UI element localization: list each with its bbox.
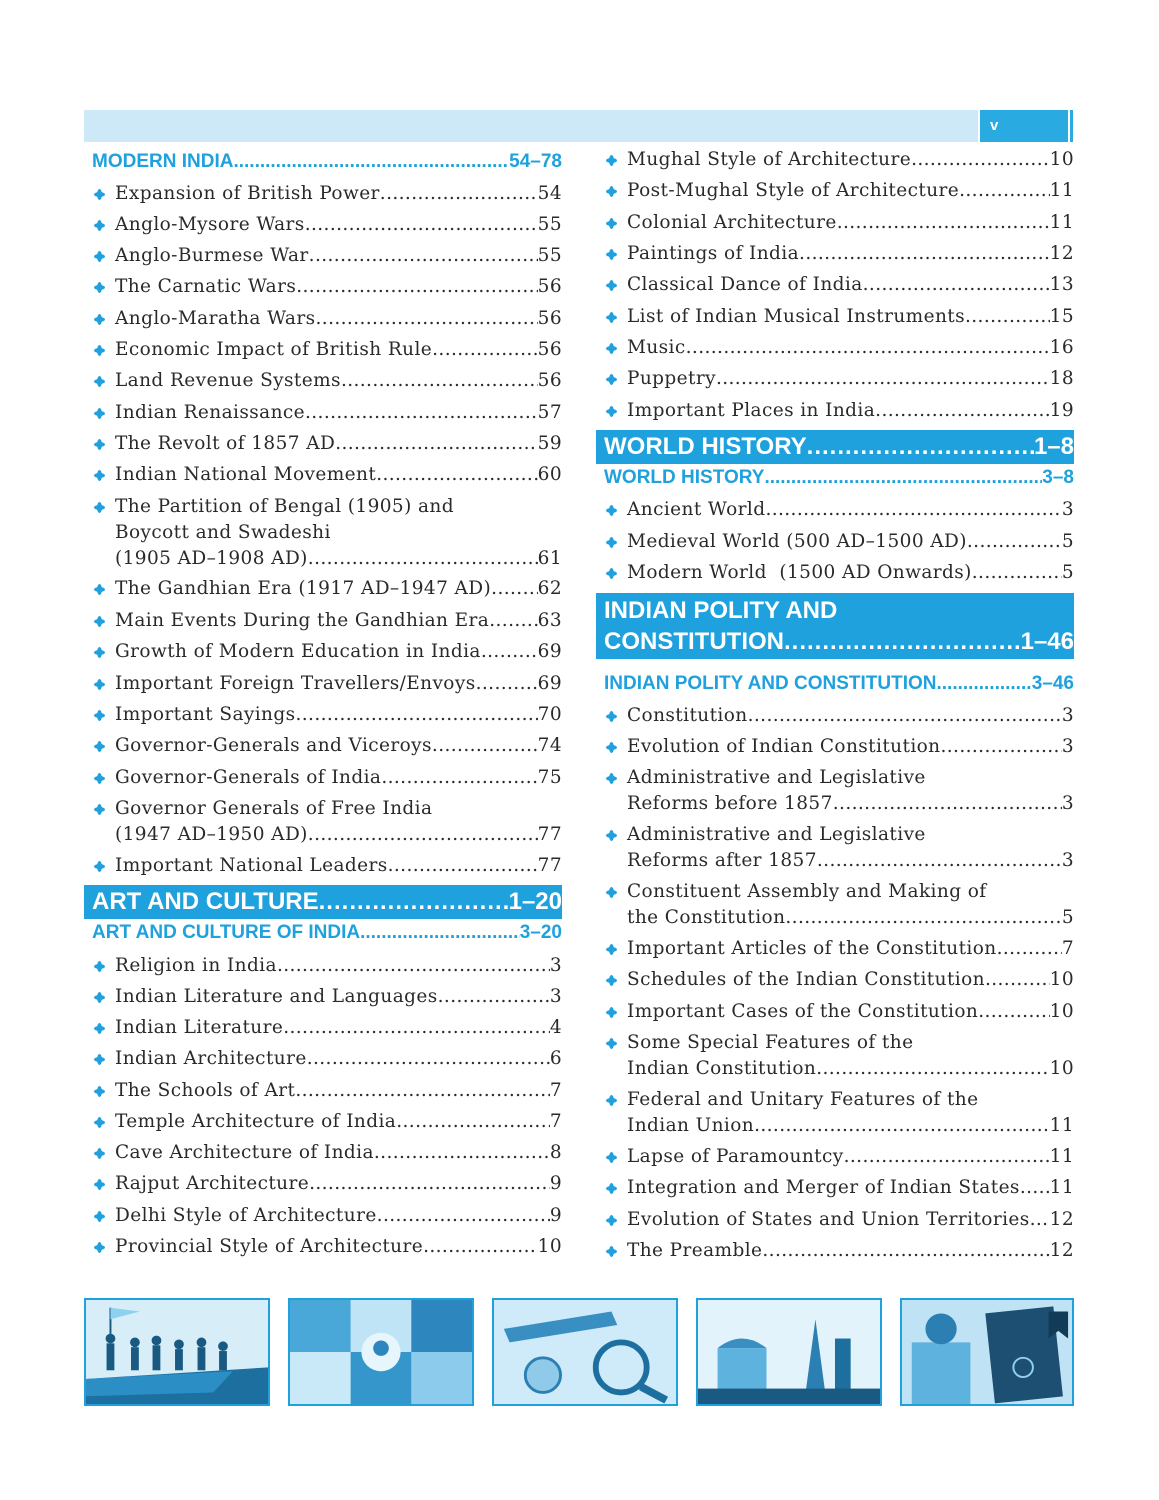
section-heading-indian-polity-and-constitution[interactable]: INDIAN POLITY AND CONSTITUTION ..... 3–46 [604,673,1074,695]
toc-item[interactable]: The Revolt of 1857 AD ..... 59 [92,431,562,457]
toc-item[interactable]: Indian National Movement ..... 60 [92,462,562,488]
toc-item[interactable]: Rajput Architecture ..... 9 [92,1171,562,1197]
culture-collage-image [288,1298,474,1406]
toc-item[interactable]: The Carnatic Wars ..... 56 [92,274,562,300]
diamond-bullet-icon [94,584,105,595]
toc-item[interactable]: Constituent Assembly and Making of the Constitution ..... 5 [604,879,1074,931]
diamond-bullet-icon [94,1242,105,1253]
diamond-bullet-icon [94,439,105,450]
part-heading-world-history[interactable]: WORLD HISTORY ..... 1–8 [596,430,1074,464]
toc-item[interactable]: Administrative and Legislative Reforms after 1857 ..... 3 [604,822,1074,874]
toc-item[interactable]: Important Cases of the Constitution ..... 10 [604,999,1074,1025]
diamond-bullet-icon [94,1023,105,1034]
section-title: MODERN INDIA [92,151,234,172]
toc-item[interactable]: Medieval World (500 AD–1500 AD) ..... 5 [604,529,1074,555]
section-heading-modern-india[interactable] [92,151,562,173]
part-heading-art-and-culture[interactable]: ART AND CULTURE ..... 1–20 [84,885,562,919]
diamond-bullet-icon [94,408,105,419]
diamond-bullet-icon [606,742,617,753]
world-history-image [492,1298,678,1406]
section-pages: 54–78 [509,151,562,172]
diamond-bullet-icon [94,710,105,721]
toc-item[interactable]: Governor Generals of Free India (1947 AD–1950 AD) ..... 77 [92,796,562,848]
header-rule [1070,110,1073,142]
diamond-bullet-icon [606,944,617,955]
toc-item[interactable]: Temple Architecture of India ..... 7 [92,1109,562,1135]
toc-item[interactable]: Cave Architecture of India ..... 8 [92,1140,562,1166]
toc-item[interactable]: Provincial Style of Architecture ..... 10 [92,1234,562,1260]
toc-item[interactable]: Delhi Style of Architecture ..... 9 [92,1203,562,1229]
toc-item[interactable]: Administrative and Legislative Reforms before 1857 ..... 3 [604,765,1074,817]
diamond-bullet-icon [94,804,105,815]
toc-item[interactable]: Evolution of States and Union Territories ..... 12 [604,1207,1074,1233]
diamond-bullet-icon [606,186,617,197]
toc-item[interactable]: Schedules of the Indian Constitution ..... 10 [604,967,1074,993]
diamond-bullet-icon [94,314,105,325]
toc-item[interactable]: Federal and Unitary Features of the Indian Union ..... 11 [604,1087,1074,1139]
toc-item[interactable]: Ancient World ..... 3 [604,497,1074,523]
toc-item[interactable]: Indian Architecture ..... 6 [92,1046,562,1072]
toc-item[interactable]: Indian Renaissance ..... 57 [92,400,562,426]
diamond-bullet-icon [606,537,617,548]
diamond-bullet-icon [606,1152,617,1163]
header-band [84,110,978,142]
toc-item[interactable]: The Preamble ..... 12 [604,1238,1074,1264]
toc-item[interactable]: Constitution ..... 3 [604,703,1074,729]
diamond-bullet-icon [606,1038,617,1049]
diamond-bullet-icon [94,189,105,200]
diamond-bullet-icon [94,282,105,293]
toc-item[interactable]: Important National Leaders ..... 77 [92,853,562,879]
diamond-bullet-icon [94,861,105,872]
diamond-bullet-icon [94,502,105,513]
toc-item[interactable]: Anglo-Burmese War ..... 55 [92,243,562,269]
toc-item[interactable]: The Schools of Art ..... 7 [92,1078,562,1104]
diamond-bullet-icon [606,1215,617,1226]
diamond-bullet-icon [606,343,617,354]
diamond-bullet-icon [94,647,105,658]
diamond-bullet-icon [94,679,105,690]
toc-item[interactable]: Mughal Style of Architecture ..... 10 [604,147,1074,173]
diamond-bullet-icon [94,773,105,784]
toc-item[interactable]: List of Indian Musical Instruments ..... 15 [604,304,1074,330]
diamond-bullet-icon [94,1086,105,1097]
toc-item[interactable]: Indian Literature ..... 4 [92,1015,562,1041]
diamond-bullet-icon [606,1095,617,1106]
diamond-bullet-icon [606,155,617,166]
toc-item[interactable]: Modern World (1500 AD Onwards) ..... 5 [604,560,1074,586]
toc-item[interactable]: The Gandhian Era (1917 AD–1947 AD) ..... 62 [92,576,562,602]
part-heading-indian-polity[interactable]: INDIAN POLITY AND CONSTITUTION ..... 1–46 [596,593,1074,659]
diamond-bullet-icon [606,1007,617,1018]
diamond-bullet-icon [606,1183,617,1194]
toc-item[interactable]: Integration and Merger of Indian States ..... 11 [604,1175,1074,1201]
toc-item[interactable]: Important Foreign Travellers/Envoys ..... 69 [92,671,562,697]
toc-item[interactable]: Important Places in India ..... 19 [604,398,1074,424]
toc-item[interactable]: Colonial Architecture ..... 11 [604,210,1074,236]
diamond-bullet-icon [606,975,617,986]
toc-item[interactable]: Indian Literature and Languages ..... 3 [92,984,562,1010]
diamond-bullet-icon [606,773,617,784]
diamond-bullet-icon [606,374,617,385]
diamond-bullet-icon [94,345,105,356]
toc-item[interactable]: Puppetry ..... 18 [604,366,1074,392]
thumbnail-strip [84,1298,1074,1408]
toc-item[interactable]: Some Special Features of the Indian Constitution ..... 10 [604,1030,1074,1082]
page-number: v [980,110,1068,142]
toc-item[interactable]: Economic Impact of British Rule ..... 56 [92,337,562,363]
diamond-bullet-icon [94,741,105,752]
freedom-march-image [84,1298,270,1406]
section-heading-world-history[interactable]: WORLD HISTORY ..... 3–8 [604,467,1074,489]
diamond-bullet-icon [606,887,617,898]
diamond-bullet-icon [94,1179,105,1190]
toc-item[interactable]: Land Revenue Systems ..... 56 [92,368,562,394]
toc-item[interactable]: Post-Mughal Style of Architecture ..... 11 [604,178,1074,204]
toc-item[interactable]: Important Articles of the Constitution ..... 7 [604,936,1074,962]
toc-item[interactable]: Important Sayings ..... 70 [92,702,562,728]
toc-item[interactable]: Anglo-Mysore Wars ..... 55 [92,212,562,238]
toc-item[interactable]: The Partition of Bengal (1905) and Boycott and Swadeshi (1905 AD–1908 AD) ..... 61 [92,494,562,572]
diamond-bullet-icon [94,616,105,627]
toc-item[interactable]: Governor-Generals of India ..... 75 [92,765,562,791]
diamond-bullet-icon [606,406,617,417]
diamond-bullet-icon [94,470,105,481]
diamond-bullet-icon [94,376,105,387]
toc-item[interactable]: Expansion of British Power ..... 54 [92,181,562,207]
diamond-bullet-icon [94,1117,105,1128]
section-heading-art-and-culture-of-india[interactable]: ART AND CULTURE OF INDIA ..... 3–20 [92,922,562,944]
toc-item[interactable]: Paintings of India ..... 12 [604,241,1074,267]
diamond-bullet-icon [94,251,105,262]
diamond-bullet-icon [606,568,617,579]
diamond-bullet-icon [94,961,105,972]
toc-item[interactable]: Lapse of Paramountcy ..... 11 [604,1144,1074,1170]
diamond-bullet-icon [606,830,617,841]
constitution-image [900,1298,1074,1406]
diamond-bullet-icon [606,312,617,323]
diamond-bullet-icon [606,280,617,291]
toc-item[interactable]: Anglo-Maratha Wars ..... 56 [92,306,562,332]
diamond-bullet-icon [94,1054,105,1065]
diamond-bullet-icon [94,220,105,231]
toc-item[interactable]: Religion in India ..... 3 [92,953,562,979]
diamond-bullet-icon [606,218,617,229]
diamond-bullet-icon [94,1211,105,1222]
diamond-bullet-icon [606,1246,617,1257]
toc-item[interactable]: Classical Dance of India ..... 13 [604,272,1074,298]
diamond-bullet-icon [94,1148,105,1159]
diamond-bullet-icon [94,992,105,1003]
diamond-bullet-icon [606,711,617,722]
diamond-bullet-icon [606,249,617,260]
toc-item[interactable]: Main Events During the Gandhian Era ..... 63 [92,608,562,634]
toc-item[interactable]: Governor-Generals and Viceroys ..... 74 [92,733,562,759]
toc-item[interactable]: Evolution of Indian Constitution ..... 3 [604,734,1074,760]
toc-item[interactable]: Growth of Modern Education in India ..... 69 [92,639,562,665]
world-monuments-image [696,1298,882,1406]
toc-item[interactable]: Music ..... 16 [604,335,1074,361]
diamond-bullet-icon [606,505,617,516]
